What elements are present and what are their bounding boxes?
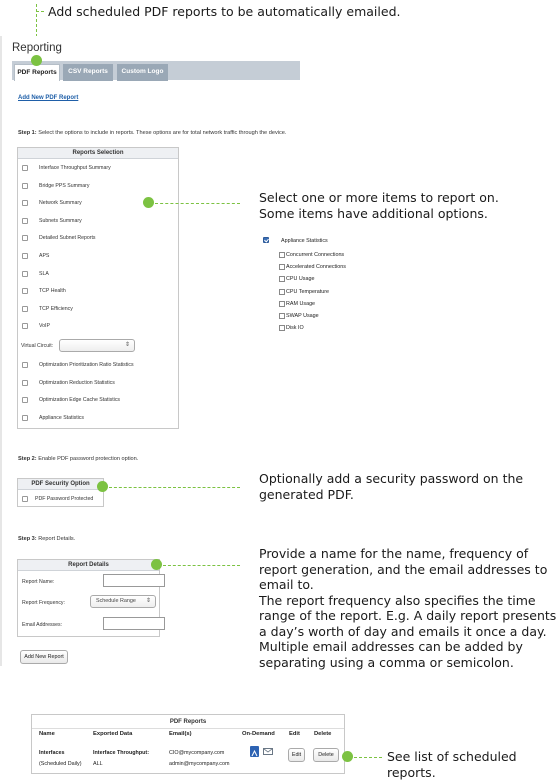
report-option-checkbox[interactable] bbox=[22, 323, 28, 329]
virtual-circuit-select[interactable] bbox=[59, 339, 135, 352]
callout-dot-select bbox=[143, 197, 154, 208]
tab-csv-reports[interactable]: CSV Reports bbox=[63, 64, 113, 81]
email-addresses-input[interactable] bbox=[103, 617, 165, 630]
report-name-label: Report Name: bbox=[22, 579, 55, 585]
report-option-label: Appliance Statistics bbox=[39, 414, 84, 421]
reports-selection-title: Reports Selection bbox=[18, 148, 178, 159]
callout-connector-list bbox=[354, 757, 382, 758]
pdf-reports-table bbox=[31, 714, 345, 774]
edit-button[interactable]: Edit bbox=[288, 748, 305, 762]
callout-dot-details bbox=[151, 559, 162, 570]
report-frequency-select[interactable] bbox=[90, 595, 156, 608]
report-option-checkbox[interactable] bbox=[22, 380, 28, 386]
callout-list: See list of scheduled reports. bbox=[387, 749, 517, 780]
virtual-circuit-label: Virtual Circuit: bbox=[21, 343, 54, 349]
appliance-statistics-label: Appliance Statistics bbox=[281, 238, 328, 244]
report-option-checkbox[interactable] bbox=[22, 288, 28, 294]
report-option-checkbox[interactable] bbox=[22, 165, 28, 171]
row-name: Interfaces bbox=[39, 750, 65, 756]
select-arrow-icon: ⇕ bbox=[124, 342, 130, 348]
col-ondemand-header: On-Demand bbox=[242, 731, 275, 737]
add-new-report-button[interactable]: Add New Report bbox=[20, 650, 68, 664]
callout-connector-select bbox=[155, 203, 240, 204]
col-name-header: Name bbox=[39, 731, 55, 737]
callout-security-line-2: generated PDF. bbox=[259, 486, 354, 502]
pdf-icon-glyph bbox=[250, 748, 259, 759]
add-new-pdf-report-link[interactable]: Add New PDF Report bbox=[18, 95, 79, 101]
report-option-label: Detailed Subnet Reports bbox=[39, 235, 96, 242]
callout-details-line: Multiple email addresses can be added by bbox=[259, 639, 523, 654]
report-option-label: TCP Efficiency bbox=[39, 305, 73, 312]
report-option-checkbox[interactable] bbox=[22, 200, 28, 206]
callout-connector-top-h bbox=[36, 11, 44, 12]
pdf-password-protected-checkbox[interactable] bbox=[22, 496, 28, 502]
callout-dot-top bbox=[31, 55, 42, 66]
report-option-checkbox[interactable] bbox=[22, 235, 28, 241]
report-option-label: Subnets Summary bbox=[39, 217, 82, 224]
callout-select-items bbox=[259, 190, 499, 221]
appliance-option-checkbox[interactable] bbox=[279, 276, 285, 282]
callout-dot-list bbox=[342, 751, 353, 762]
callout-connector-security bbox=[109, 487, 240, 488]
callout-select-line-1: Select one or more items to report on. bbox=[259, 190, 499, 205]
pdf-security-title: PDF Security Option bbox=[18, 479, 103, 490]
report-option-label: Optimization Edge Cache Statistics bbox=[39, 397, 121, 404]
appliance-option-label: CPU Temperature bbox=[286, 288, 330, 295]
report-option-label: APS bbox=[39, 253, 50, 259]
report-option-checkbox[interactable] bbox=[22, 253, 28, 259]
callout-top: Add scheduled PDF reports to be automatically emailed. bbox=[48, 4, 401, 19]
envelope-icon bbox=[264, 749, 272, 754]
pdf-security-box bbox=[17, 478, 104, 507]
appliance-option-checkbox[interactable] bbox=[279, 325, 285, 331]
appliance-option-label: Accelerated Connections bbox=[286, 264, 346, 271]
col-delete-header: Delete bbox=[314, 731, 332, 737]
select-arrow-icon: ⇕ bbox=[145, 598, 151, 604]
pdf-download-icon[interactable] bbox=[250, 746, 259, 757]
report-frequency-label: Report Frequency: bbox=[22, 600, 65, 606]
step3-description: Report Details. bbox=[36, 536, 76, 542]
appliance-option-checkbox[interactable] bbox=[279, 264, 285, 270]
callout-details bbox=[259, 546, 556, 670]
report-option-label: Interface Throughput Summary bbox=[39, 165, 111, 171]
col-emails-header: Email(s) bbox=[169, 731, 192, 737]
appliance-option-checkbox[interactable] bbox=[279, 252, 285, 258]
report-option-checkbox[interactable] bbox=[22, 183, 28, 189]
report-option-label: SLA bbox=[39, 270, 49, 277]
callout-details-line: separating using a comma or semicolon. bbox=[259, 654, 514, 670]
report-option-checkbox[interactable] bbox=[22, 218, 28, 224]
report-option-checkbox[interactable] bbox=[22, 306, 28, 312]
appliance-option-label: CPU Usage bbox=[286, 276, 315, 283]
callout-security-line-1: Optionally add a security password on the bbox=[259, 471, 524, 486]
col-edit-header: Edit bbox=[289, 731, 300, 737]
report-option-label: VoIP bbox=[39, 323, 50, 330]
callout-details-line: report generation, and the email addresses to bbox=[259, 561, 548, 577]
report-option-label: Optimization Prioritization Ratio Statistics bbox=[39, 362, 134, 368]
report-option-checkbox[interactable] bbox=[22, 397, 28, 403]
appliance-option-label: Concurrent Connections bbox=[286, 252, 345, 258]
report-option-label: TCP Health bbox=[39, 288, 66, 295]
appliance-option-label: SWAP Usage bbox=[286, 313, 319, 319]
callout-details-line: email to. bbox=[259, 577, 314, 592]
callout-dot-security bbox=[97, 481, 108, 492]
step1-label: Step 1: bbox=[18, 130, 37, 136]
tab-pdf-reports[interactable]: PDF Reports bbox=[14, 64, 60, 81]
appliance-option-checkbox[interactable] bbox=[279, 313, 285, 319]
report-details-title: Report Details bbox=[18, 560, 159, 571]
page-title: Reporting bbox=[12, 42, 62, 54]
step1-text bbox=[18, 130, 286, 136]
report-frequency-value: Schedule Range bbox=[96, 598, 136, 604]
callout-details-line: The report frequency also specifies the time bbox=[259, 592, 536, 608]
appliance-option-checkbox[interactable] bbox=[279, 301, 285, 307]
row-schedule: (Scheduled Daily) bbox=[39, 761, 82, 767]
report-option-label: Network Summary bbox=[39, 200, 82, 207]
delete-button[interactable]: Delete bbox=[313, 748, 339, 762]
row-email-1: CIO@mycompany.com bbox=[169, 750, 225, 756]
report-option-checkbox[interactable] bbox=[22, 415, 28, 421]
appliance-statistics-checkbox[interactable] bbox=[263, 237, 269, 243]
row-exported: Interface Throughput: bbox=[93, 750, 149, 756]
row-email-2: admin@mycompany.com bbox=[169, 761, 230, 767]
callout-select-line-2: Some items have additional options. bbox=[259, 205, 488, 221]
report-option-label: Bridge PPS Summary bbox=[39, 182, 90, 189]
appliance-option-label: RAM Usage bbox=[286, 300, 316, 307]
report-option-checkbox[interactable] bbox=[22, 271, 28, 277]
callout-security bbox=[259, 471, 523, 502]
report-option-label: Optimization Reduction Statistics bbox=[39, 379, 115, 386]
step2-description: Enable PDF password protection option. bbox=[36, 456, 139, 462]
pdf-password-protected-label: PDF Password Protected bbox=[35, 496, 94, 502]
appliance-option-label: Disk IO bbox=[286, 325, 304, 332]
step3-label: Step 3: bbox=[18, 536, 37, 542]
step2-text bbox=[18, 456, 138, 462]
callout-connector-details bbox=[163, 565, 240, 566]
report-option-checkbox[interactable] bbox=[22, 362, 28, 368]
appliance-option-checkbox[interactable] bbox=[279, 289, 285, 295]
step3-text bbox=[18, 536, 75, 542]
col-exported-header: Exported Data bbox=[93, 731, 133, 737]
pdf-reports-caption: PDF Reports bbox=[32, 715, 344, 729]
step2-label: Step 2: bbox=[18, 456, 37, 462]
email-addresses-label: Email Addresses: bbox=[22, 622, 63, 628]
step1-description: Select the options to include in reports. These options are for total network traffic through the device. bbox=[36, 130, 287, 136]
callout-details-line: range of the report. E.g. A daily report presents bbox=[259, 608, 557, 623]
callout-details-line: a day’s worth of day and emails it once a day. bbox=[259, 623, 547, 639]
report-name-input[interactable] bbox=[103, 574, 165, 587]
row-exported-all: ALL bbox=[93, 761, 103, 767]
report-details-box bbox=[17, 559, 160, 637]
callout-details-line: Provide a name for the name, frequency of bbox=[259, 546, 529, 561]
email-now-icon[interactable] bbox=[263, 748, 273, 755]
tab-custom-logo[interactable]: Custom Logo bbox=[117, 64, 168, 81]
